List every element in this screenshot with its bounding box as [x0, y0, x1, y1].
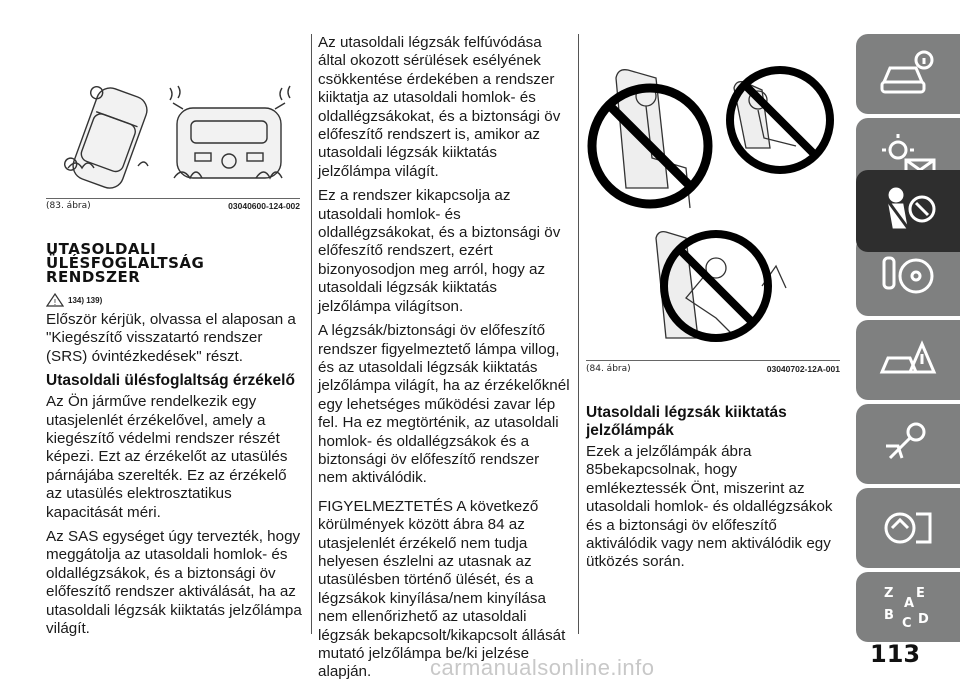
subhead-airbag-off-indicator: Utasoldali légzsák kiiktatás jelzőlámpák [586, 404, 787, 439]
figure-83-code: 03040600-124-002 [228, 201, 300, 211]
warning-triangle-icon [46, 293, 64, 307]
middle-paragraph-1: Az utasoldali légzsák felfúvódása által okozott sérülések esélyének csökkentése érdekében a rendszer kiiktatja az utasoldali homlok- és oldallégzsákokat, és a biztonsági öv előfeszítő rendszert is, amikor az utasoldali légzsák kiiktatás jelzőlámpa világít. [318, 34, 561, 180]
breakdown-warning-icon [876, 332, 940, 388]
middle-paragraph-3: A légzsák/biztonsági öv előfeszítő rendszer figyelmeztető lámpa villog, és az utasoldali légzsák kiiktatás jelzőlámpa világít, ha az érzékelőknél egy lehetséges működési zavar lép fel. Ha ez megtörténik, az utasoldali homlok- és oldallégzsákok és a biztonsági öv előfeszítő rendszer nem aktiválódik. [318, 322, 570, 487]
car-rollover-illustration [46, 38, 300, 198]
right-column-text [586, 402, 840, 578]
figure-83-label: (83. ábra) [46, 201, 91, 211]
svg-text:D: D [918, 612, 929, 627]
section-title [46, 242, 300, 284]
section-title-line-3: RENDSZER [46, 268, 141, 286]
left-paragraph-1: Az Ön járműve rendelkezik egy utasjelenlét érzékelővel, amely a kiegészítő védelmi rendszer részét képezi. Ezt az érzékelőt az utasülés párnájába szerelték. Ez az érzékelő az utasülés elektrosztatikus kapacitását méri. [46, 393, 288, 521]
tab-car-info[interactable] [856, 34, 960, 114]
svg-text:E: E [916, 586, 925, 601]
svg-text:A: A [904, 596, 915, 611]
tab-multimedia[interactable] [856, 572, 960, 642]
figure-84 [586, 38, 840, 361]
service-wrench-icon [876, 416, 940, 472]
prohibited-sitting-positions-illustration [586, 38, 840, 360]
svg-text:!: ! [53, 298, 57, 307]
intro-paragraph: Először kérjük, olvassa el alaposan a "Kiegészítő visszatartó rendszer (SRS) óvintézkedések" részt. [46, 311, 296, 365]
column-divider-2 [578, 34, 579, 634]
refs-text: 134) 139) [68, 295, 103, 305]
figure-83-caption [46, 201, 300, 211]
middle-paragraph-4: FIGYELMEZTETÉS A következő körülmények között ábra 84 az utasjelenlét érzékelő nem tudja helyesen észlelni az utasnak az utasülésben történő ülését, és a légzsákok kinyílása/nem kinyílása nem ellenőrizhető az utasoldali légzsák bekapcsolt/kikapcsolt állását mutató jelzőlámpa be/ki jelzése alapján. [318, 497, 566, 681]
svg-text:B: B [884, 608, 894, 623]
middle-column-text [318, 34, 570, 688]
svg-text:Z: Z [884, 586, 894, 601]
data-specs-icon [876, 500, 940, 556]
left-column-text [46, 311, 302, 645]
figure-84-code: 03040702-12A-001 [766, 364, 840, 374]
section-title-line-2: ÜLÉSFOGLALTSÁG [46, 254, 205, 272]
left-paragraph-2: Az SAS egységet úgy tervezték, hogy meggátolja az utasoldali homlok- és oldallégzsákok, és a biztonsági öv előfeszítő rendszer aktiválását, ha az utasoldali légzsák kiiktatás jelzőlámpa világít. [46, 528, 302, 638]
right-paragraph-1: Ezek a jelzőlámpák ábra 85bekapcsolnak, hogy emlékeztessék Önt, miszerint az utasoldali homlok- és oldallégzsákok és a biztonsági öv előfeszítő aktiválódik vagy nem aktiválódik egy ütközés során. [586, 443, 833, 571]
watermark: carmanualsonline.info [430, 655, 655, 680]
tab-technical-data[interactable] [856, 488, 960, 568]
key-steering-icon [876, 248, 940, 304]
figure-84-label: (84. ábra) [586, 364, 631, 374]
tab-maintenance[interactable] [856, 404, 960, 484]
section-title-line-1: UTASOLDALI [46, 240, 157, 258]
alphabetical-index-icon [876, 579, 940, 635]
page-number: 113 [870, 640, 921, 668]
figure-83 [46, 38, 300, 199]
subhead-occupant-sensor: Utasoldali ülésfoglaltság érzékelő [46, 372, 295, 390]
column-divider-1 [311, 34, 312, 634]
tab-safety[interactable] [856, 170, 960, 252]
car-info-icon [876, 46, 940, 102]
middle-paragraph-2: Ez a rendszer kikapcsolja az utasoldali homlok- és oldallégzsákokat, és a biztonsági öv előfeszítő rendszert, ezért bizonyosodjon meg arról, hogy az utasoldali légzsák kiiktatás jelzőlámpa világítson. [318, 187, 561, 315]
tab-emergency[interactable] [856, 320, 960, 400]
warning-refs [46, 293, 102, 307]
figure-84-caption [586, 364, 840, 374]
svg-text:C: C [902, 616, 912, 631]
airbag-seatbelt-icon [876, 183, 940, 239]
